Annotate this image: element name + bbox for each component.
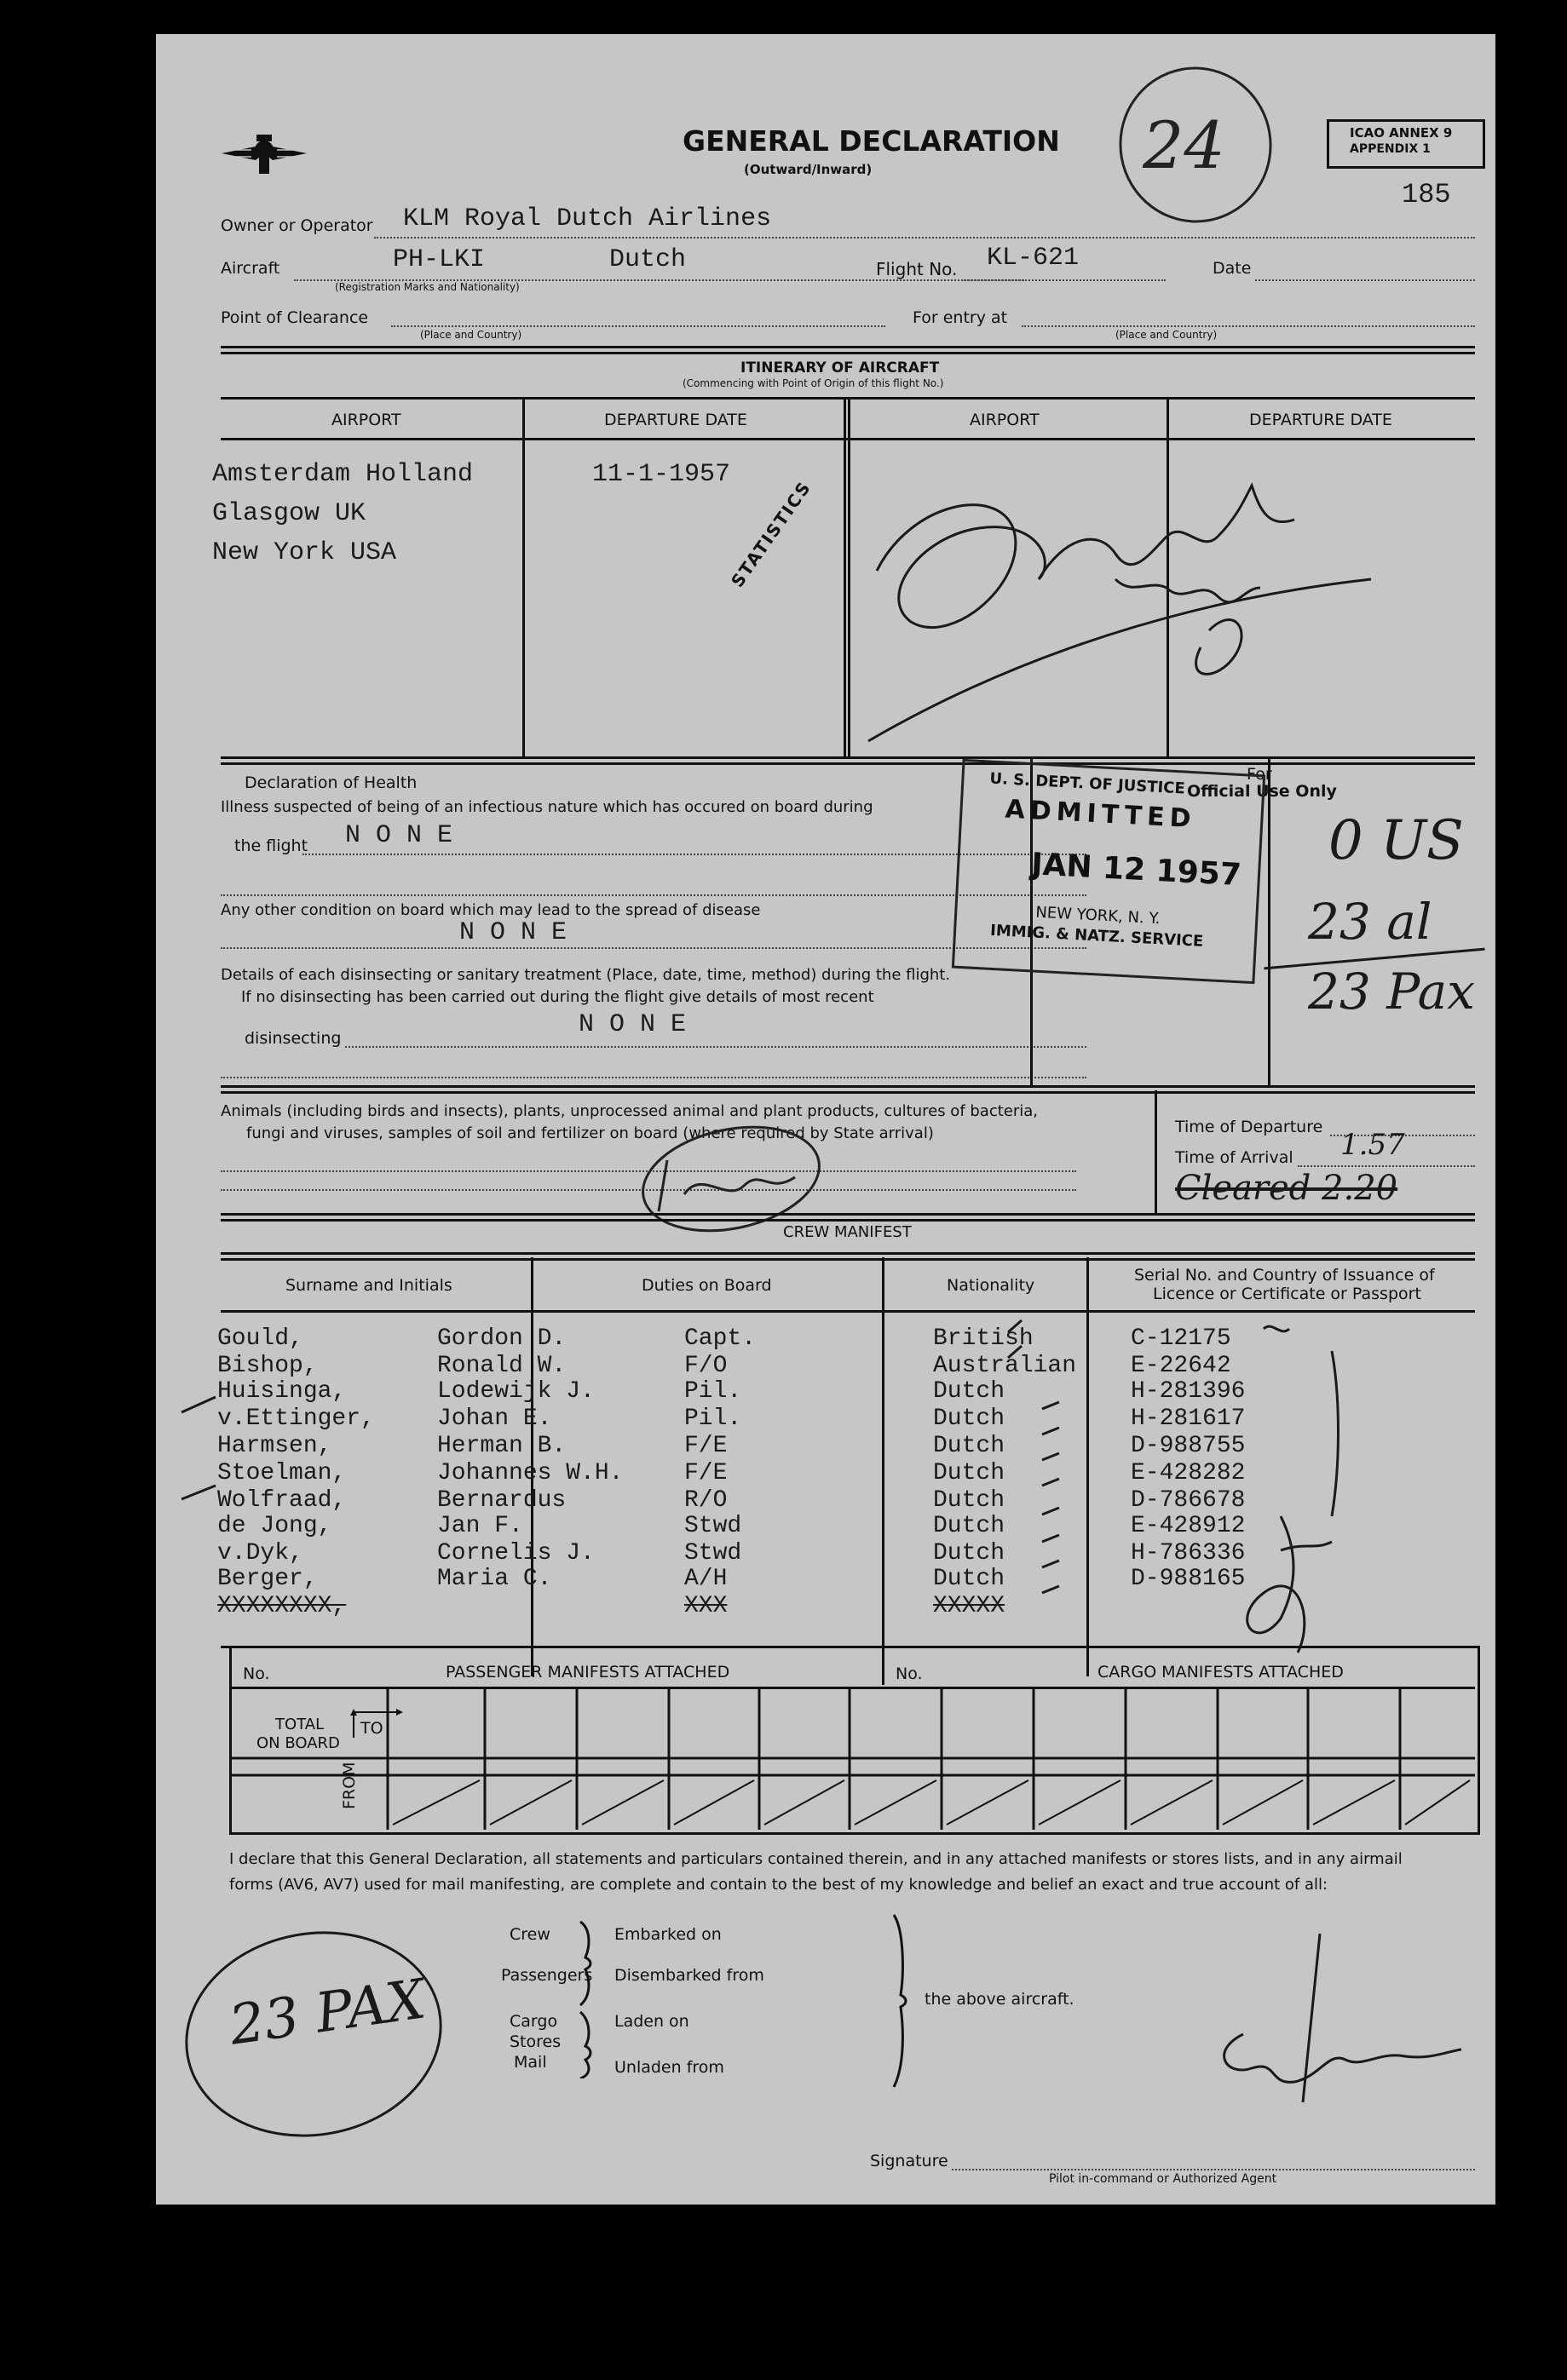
aircraft-registration: PH-LKI: [393, 245, 486, 274]
brace-right-icon: [887, 1913, 921, 2089]
circled-mark-text: 24: [1143, 107, 1225, 183]
crew-col-serial-1: Serial No. and Country of Issuance of: [1134, 1266, 1435, 1285]
official-note-3: 23 Pax: [1308, 963, 1475, 1020]
declaration-crew: Crew: [510, 1925, 550, 1944]
crew-duty: Pil.: [684, 1406, 742, 1432]
stamp-line-3: NEW YORK, N. Y.: [1034, 903, 1161, 928]
crew-duty: F/O: [684, 1353, 728, 1379]
declaration-text-1: I declare that this General Declaration, all statements and particulars contained therein, and in any attached manifests or stores lists, and in any airmail: [229, 1850, 1403, 1868]
departure-time-label: Time of Departure: [1175, 1118, 1323, 1136]
crew-given-name: Bernardus: [437, 1487, 567, 1514]
crew-surname: v.Dyk,: [217, 1540, 303, 1567]
crew-surname: Berger,: [217, 1566, 318, 1592]
itinerary-subtitle: (Commencing with Point of Origin of this flight No.): [683, 377, 944, 389]
cleared-note: Cleared 2.20: [1175, 1169, 1398, 1208]
declaration-passengers: Passengers: [501, 1966, 593, 1985]
itinerary-col-departure-2: DEPARTURE DATE: [1249, 411, 1392, 429]
owner-value: KLM Royal Dutch Airlines: [403, 204, 772, 233]
crew-given-name: Johan E.: [437, 1406, 552, 1432]
aircraft-label: Aircraft: [221, 259, 280, 278]
declaration-text-2: forms (AV6, AV7) used for mail manifesting, are complete and contain to the best of my knowledge and belief an exact and true account of all:: [229, 1876, 1328, 1894]
official-use-label-2: Official Use Only: [1187, 782, 1337, 801]
crew-col-name: Surname and Initials: [285, 1276, 452, 1295]
declaration-mail: Mail: [514, 2053, 547, 2072]
crew-title: CREW MANIFEST: [783, 1223, 912, 1241]
crew-duty: R/O: [684, 1487, 728, 1514]
crew-serial: D-786678: [1131, 1487, 1246, 1514]
crew-nationality: XXXXX: [933, 1593, 1005, 1619]
crew-duty: A/H: [684, 1566, 728, 1592]
circled-pax-text: 23 PAX: [225, 1968, 429, 2058]
itinerary-date-1: 11-1-1957: [592, 460, 731, 489]
animals-line-2: fungi and viruses, samples of soil and fertilizer on board (where required by State arrival): [246, 1124, 934, 1142]
pilot-signature: [1175, 1932, 1465, 2119]
cargo-manifests-label: CARGO MANIFESTS ATTACHED: [1097, 1663, 1344, 1682]
signature-label: Signature: [870, 2152, 948, 2170]
stamp-line-1: U. S. DEPT. OF JUSTICE: [988, 769, 1186, 798]
crew-surname: Wolfraad,: [217, 1487, 347, 1514]
document-number: 185: [1402, 179, 1451, 210]
crew-serial: C-12175: [1131, 1325, 1231, 1352]
crew-given-name: Herman B.: [437, 1433, 567, 1459]
to-label: TO: [360, 1719, 383, 1738]
crew-serial: E-428282: [1131, 1460, 1246, 1486]
crew-nationality: Dutch: [933, 1406, 1005, 1432]
clearance-sub-label: (Place and Country): [420, 329, 522, 341]
icao-box: [1327, 119, 1485, 169]
health-disinsect-value: N O N E: [579, 1010, 687, 1039]
crew-serial: H-786336: [1131, 1540, 1246, 1567]
crew-nationality: British: [933, 1325, 1034, 1352]
passenger-manifests-label: PASSENGER MANIFESTS ATTACHED: [446, 1663, 730, 1682]
crew-given-name: Jan F.: [437, 1513, 523, 1539]
stamp-date: JAN 12 1957: [1030, 847, 1242, 894]
health-other-value: N O N E: [459, 918, 567, 947]
health-other-line: Any other condition on board which may lead to the spread of disease: [221, 901, 761, 919]
crew-nationality: Dutch: [933, 1513, 1005, 1539]
crew-surname: Bishop,: [217, 1353, 318, 1379]
declaration-embarked: Embarked on: [614, 1925, 722, 1944]
total-on-board-label-1: TOTAL: [275, 1716, 325, 1733]
crew-given-name: Ronald W.: [437, 1353, 567, 1379]
stamp-admitted: ADMITTED: [1004, 794, 1197, 835]
crew-serial: D-988165: [1131, 1566, 1246, 1592]
crew-given-name: Johannes W.H.: [437, 1460, 624, 1486]
arrival-time-value: 1.57: [1340, 1128, 1405, 1162]
from-label: FROM: [340, 1762, 359, 1809]
crew-nationality: Australian: [933, 1353, 1077, 1379]
page-title: GENERAL DECLARATION: [683, 124, 1060, 158]
crew-nationality: Dutch: [933, 1433, 1005, 1459]
official-note-2: 23 al: [1308, 893, 1432, 951]
health-disinsect-line-2: If no disinsecting has been carried out during the flight give details of most recent: [241, 988, 874, 1006]
crew-duty: Capt.: [684, 1325, 757, 1352]
crew-check-marks: [156, 1295, 1495, 1695]
crew-col-duty: Duties on Board: [642, 1276, 772, 1295]
signature-sub-label: Pilot in-command or Authorized Agent: [1049, 2172, 1277, 2186]
admitted-stamp: [952, 759, 1265, 984]
crew-surname: XXXXXXXX,: [217, 1593, 347, 1619]
declaration-laden: Laden on: [614, 2012, 689, 2031]
crew-serial: H-281396: [1131, 1378, 1246, 1405]
aircraft-sub-label: (Registration Marks and Nationality): [335, 281, 520, 293]
declaration-above-aircraft: the above aircraft.: [925, 1990, 1074, 2009]
date-label: Date: [1213, 259, 1252, 278]
crew-duty: F/E: [684, 1433, 728, 1459]
itinerary-airport-3: New York USA: [212, 538, 397, 567]
health-disinsect-label: disinsecting: [245, 1029, 342, 1048]
health-heading: Declaration of Health: [245, 773, 418, 792]
declaration-sheet: [156, 34, 1495, 2205]
crew-nationality: Dutch: [933, 1566, 1005, 1592]
clearance-label: Point of Clearance: [221, 308, 369, 327]
crew-surname: de Jong,: [217, 1513, 332, 1539]
arrival-time-label: Time of Arrival: [1175, 1148, 1293, 1167]
stamp-line-4: IMMIG. & NATZ. SERVICE: [989, 921, 1204, 951]
crew-duty: XXX: [684, 1593, 728, 1619]
brace-left-icon: [573, 1920, 608, 2078]
declaration-cargo: Cargo: [510, 2012, 558, 2031]
crew-col-serial-2: Licence or Certificate or Passport: [1153, 1285, 1421, 1303]
itinerary-airport-1: Amsterdam Holland: [212, 460, 474, 489]
flight-value: KL-621: [987, 244, 1080, 273]
crew-serial: E-22642: [1131, 1353, 1231, 1379]
flight-label: Flight No.: [876, 259, 958, 279]
crew-surname: Huisinga,: [217, 1378, 347, 1405]
crew-duty: Stwd: [684, 1540, 742, 1567]
cargo-no-label: No.: [896, 1664, 923, 1683]
crew-surname: v.Ettinger,: [217, 1406, 375, 1432]
icao-line-2: APPENDIX 1: [1350, 142, 1431, 156]
crew-serial: D-988755: [1131, 1433, 1246, 1459]
health-disinsect-line-1: Details of each disinsecting or sanitary treatment (Place, date, time, method) during the flight.: [221, 966, 951, 984]
entry-label: For entry at: [913, 308, 1008, 327]
health-illness-value: N O N E: [345, 821, 453, 850]
icao-line-1: ICAO ANNEX 9: [1350, 125, 1453, 141]
health-the-flight-label: the flight: [234, 836, 308, 855]
itinerary-col-airport-2: AIRPORT: [970, 411, 1040, 429]
crew-given-name: Lodewijk J.: [437, 1378, 595, 1405]
official-use-label-1: For: [1247, 765, 1272, 784]
page-subtitle: (Outward/Inward): [744, 162, 873, 177]
entry-sub-label: (Place and Country): [1115, 329, 1218, 341]
crew-given-name: Maria C.: [437, 1566, 552, 1592]
crew-nationality: Dutch: [933, 1378, 1005, 1405]
aircraft-nationality: Dutch: [609, 245, 687, 274]
animals-line-1: Animals (including birds and insects), plants, unprocessed animal and plant products, cultures of bacteria,: [221, 1102, 1039, 1120]
crew-surname: Gould,: [217, 1325, 303, 1352]
crew-duty: Pil.: [684, 1378, 742, 1405]
crew-nationality: Dutch: [933, 1460, 1005, 1486]
declaration-stores: Stores: [510, 2032, 562, 2051]
declaration-disembarked: Disembarked from: [614, 1966, 764, 1985]
totals-grid: [229, 1687, 1475, 1830]
total-on-board-label-2: ON BOARD: [256, 1734, 340, 1752]
klm-logo-icon: [217, 128, 311, 179]
crew-given-name: Gordon D.: [437, 1325, 567, 1352]
declaration-unladen: Unladen from: [614, 2058, 724, 2077]
crew-nationality: Dutch: [933, 1487, 1005, 1514]
health-illness-line: Illness suspected of being of an infectious nature which has occured on board during: [221, 798, 873, 816]
crew-surname: Harmsen,: [217, 1433, 332, 1459]
owner-label: Owner or Operator: [221, 216, 373, 235]
itinerary-title: ITINERARY OF AIRCRAFT: [740, 359, 940, 377]
itinerary-col-airport: AIRPORT: [331, 411, 401, 429]
crew-duty: Stwd: [684, 1513, 742, 1539]
crew-nationality: Dutch: [933, 1540, 1005, 1567]
itinerary-col-departure: DEPARTURE DATE: [604, 411, 747, 429]
crew-col-nationality: Nationality: [947, 1276, 1035, 1295]
crew-given-name: Cornelis J.: [437, 1540, 595, 1567]
handwritten-signature-mark: [843, 434, 1388, 809]
statistics-stamp: STATISTICS: [727, 477, 815, 591]
itinerary-airport-2: Glasgow UK: [212, 499, 366, 528]
passenger-no-label: No.: [243, 1664, 270, 1683]
crew-duty: F/E: [684, 1460, 728, 1486]
crew-serial: E-428912: [1131, 1513, 1246, 1539]
crew-serial: H-281617: [1131, 1406, 1246, 1432]
crew-surname: Stoelman,: [217, 1460, 347, 1486]
official-note-1: 0 US: [1328, 809, 1464, 872]
